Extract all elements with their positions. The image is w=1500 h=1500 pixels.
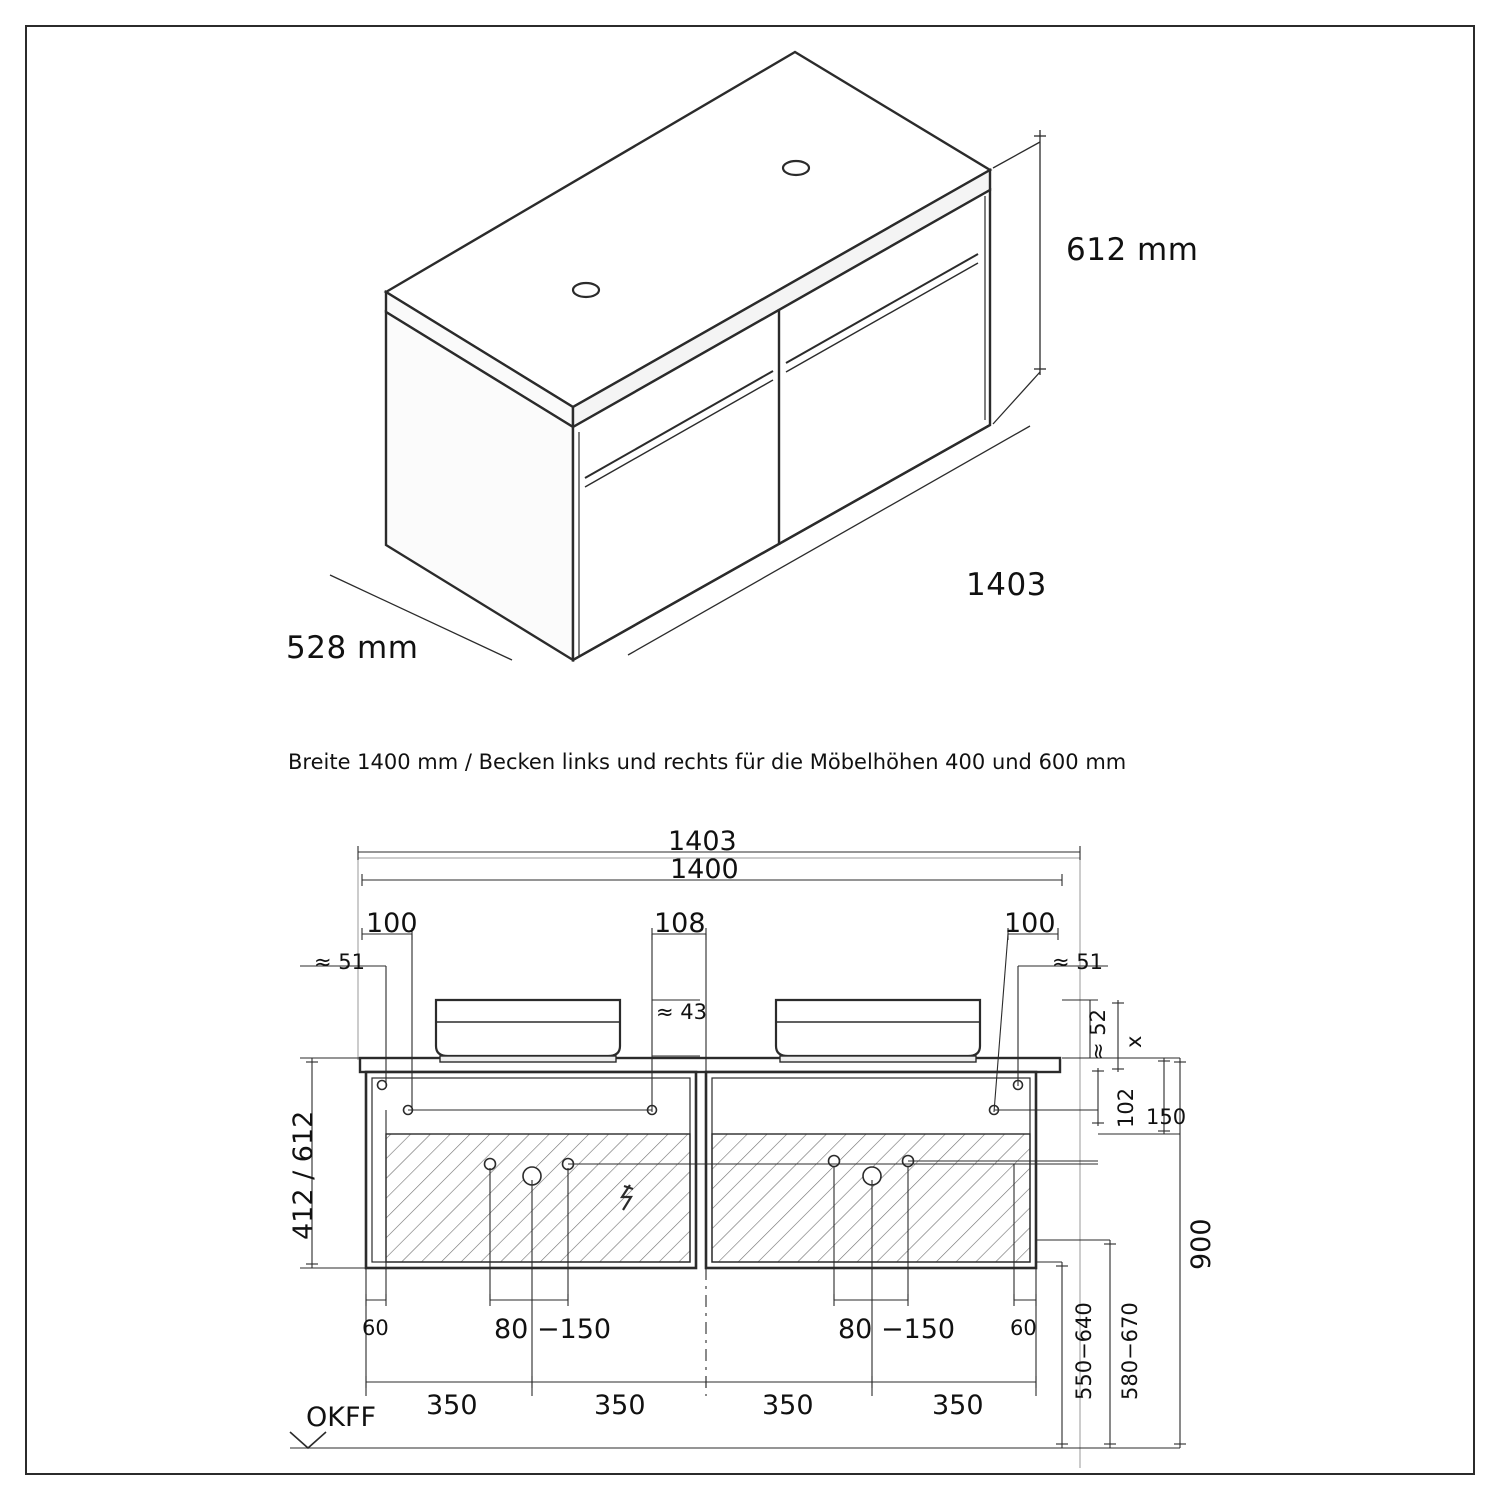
dim-basin-height-approx-52: ≈ 52 (1086, 1009, 1110, 1060)
drawing-caption: Breite 1400 mm / Becken links und rechts für die Möbelhöhen 400 und 600 mm (288, 750, 1127, 774)
dim-x-marker: x (1122, 1035, 1146, 1048)
dim-right-approx-51: ≈ 51 (1052, 950, 1103, 974)
dim-left-range: 80 −150 (494, 1314, 612, 1345)
dim-left-offset: 100 (366, 908, 418, 939)
dim-segment-2: 350 (594, 1390, 646, 1421)
dim-overall-inner: 1400 (670, 854, 739, 885)
iso-height-label: 612 mm (1066, 232, 1199, 268)
dim-left-approx-51: ≈ 51 (314, 950, 365, 974)
dim-right-edge-60: 60 (1010, 1316, 1037, 1340)
dim-right-range: 80 −150 (838, 1314, 956, 1345)
iso-depth-label: 528 mm (286, 630, 419, 666)
dim-range-550-640: 550−640 (1072, 1302, 1096, 1400)
dim-segment-1: 350 (426, 1390, 478, 1421)
dim-segment-4: 350 (932, 1390, 984, 1421)
iso-width-label: 1403 (966, 567, 1047, 603)
dim-left-edge-60: 60 (362, 1316, 389, 1340)
front-elevation (358, 858, 1080, 1468)
isometric-vanity (386, 52, 990, 660)
dim-height-900: 900 (1186, 1218, 1217, 1270)
dim-cabinet-height: 412 / 612 (288, 1110, 319, 1240)
dim-range-580-670: 580−670 (1118, 1302, 1142, 1400)
dim-center-offset: 108 (654, 908, 706, 939)
dim-basin-height-approx-43: ≈ 43 (656, 1000, 707, 1024)
dim-overall-outer: 1403 (668, 826, 737, 857)
dim-150: 150 (1146, 1105, 1187, 1129)
dim-segment-3: 350 (762, 1390, 814, 1421)
label-okff: OKFF (306, 1402, 377, 1433)
dim-right-offset: 100 (1004, 908, 1056, 939)
dim-102: 102 (1114, 1087, 1138, 1128)
